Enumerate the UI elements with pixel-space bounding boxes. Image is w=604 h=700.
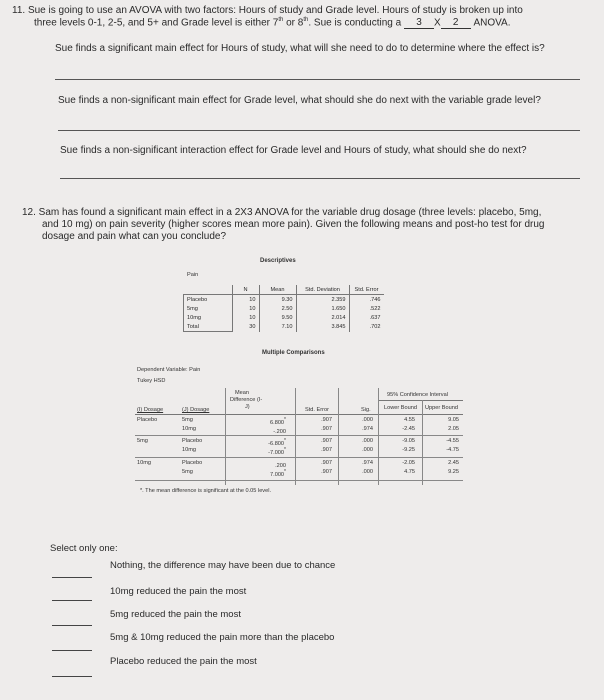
- option-3[interactable]: 5mg reduced the pain the most: [110, 609, 241, 620]
- cell-value: Placebo: [137, 417, 158, 423]
- comparison-cell-sig: [341, 447, 373, 453]
- cell-value: -2.05: [402, 460, 415, 466]
- cell-value: 6.800: [270, 419, 285, 426]
- cell-value: 10mg: [137, 460, 151, 466]
- cell-value: .907: [321, 469, 332, 475]
- lower-bound-header: Lower Bound: [384, 405, 417, 411]
- q11-sub2: Sue finds a non-significant main effect for Grade level, what should she do next with the variable grade level?: [58, 95, 541, 106]
- comparison-cell-ub: [425, 417, 459, 423]
- col-divider: [422, 400, 423, 485]
- mean-diff-header-3: J): [245, 404, 250, 410]
- option-1[interactable]: Nothing, the difference may have been due to chance: [110, 560, 336, 571]
- anova-blank-2[interactable]: 2: [441, 17, 471, 29]
- desc-cell: .522: [349, 304, 384, 313]
- anova-blank-1[interactable]: 3: [404, 17, 434, 29]
- cell-value: 10mg: [182, 426, 196, 432]
- comparison-cell-ub: [425, 460, 459, 466]
- comparison-cell-se: [298, 417, 332, 423]
- desc-cell: Total: [184, 322, 233, 332]
- comparison-cell-sig: [341, 469, 373, 475]
- cell-value: 4.55: [404, 417, 415, 423]
- desc-cell: 1.650: [296, 304, 349, 313]
- upper-bound-header: Upper Bound: [425, 405, 458, 411]
- comparison-cell-j: [182, 447, 222, 453]
- comparison-cell-sig: [341, 417, 373, 423]
- desc-h1: N: [232, 285, 259, 295]
- comparison-cell-lb: [381, 417, 415, 423]
- comparison-cell-md: [230, 438, 286, 447]
- desc-cell: .746: [349, 295, 384, 305]
- test-name: Tukey HSD: [137, 378, 166, 384]
- cell-value: .000: [362, 469, 373, 475]
- cell-value: 9.25: [448, 469, 459, 475]
- comparison-cell-se: [298, 469, 332, 475]
- option-2[interactable]: 10mg reduced the pain the most: [110, 586, 247, 597]
- desc-cell: Placebo: [184, 295, 233, 305]
- descriptives-var: Pain: [187, 272, 199, 278]
- q11-sub3: Sue finds a non-significant interaction effect for Grade level and Hours of study, what should she do next?: [60, 145, 527, 156]
- col-divider: [295, 388, 296, 485]
- comparison-cell-ub: [425, 469, 459, 475]
- table-row: [184, 304, 384, 313]
- col-divider: [338, 388, 339, 485]
- comparison-cell-md: [230, 469, 286, 478]
- cell-value: 5mg: [182, 417, 193, 423]
- table-row: [184, 313, 384, 322]
- significance-star: *: [284, 447, 286, 453]
- desc-cell: 9.30: [259, 295, 296, 305]
- mean-diff-header-2: Difference (I-: [230, 397, 263, 403]
- comparison-cell-lb: [381, 438, 415, 444]
- q11-text-b: or 8: [283, 17, 304, 29]
- j-dosage-header: (J) Dosage: [182, 407, 210, 413]
- cell-value: .000: [362, 438, 373, 444]
- cell-value: -7.000: [268, 449, 285, 456]
- q11-text-a: three levels 0-1, 2-5, and 5+ and Grade level is either 7: [34, 17, 279, 29]
- q12-line2: and 10 mg) on pain severity (higher scores mean more pain). Given the following means and post-ho test for drug: [42, 219, 545, 230]
- cell-value: -4.75: [446, 447, 459, 453]
- cell-value: 7.000: [270, 471, 285, 478]
- q11-text-d: ANOVA.: [473, 17, 511, 29]
- comparison-cell-se: [298, 426, 332, 432]
- cell-value: .907: [321, 438, 332, 444]
- comparison-cell-lb: [381, 460, 415, 466]
- col-divider: [378, 388, 379, 485]
- col-divider: [225, 388, 226, 485]
- cell-value: .974: [362, 460, 373, 466]
- cell-value: -6.800: [268, 440, 285, 447]
- comparison-cell-se: [298, 438, 332, 444]
- i-dosage-header: (I) Dosage: [137, 407, 164, 413]
- cell-value: -4.55: [446, 438, 459, 444]
- cell-value: Placebo: [182, 438, 203, 444]
- comparison-cell-lb: [381, 426, 415, 432]
- comparison-cell-md: [230, 417, 286, 426]
- cell-value: .907: [321, 426, 332, 432]
- cell-value: -.200: [273, 428, 286, 435]
- desc-h4: Std. Error: [349, 285, 384, 295]
- desc-cell: 2.50: [259, 304, 296, 313]
- desc-cell: 10: [232, 313, 259, 322]
- cell-value: 4.75: [404, 469, 415, 475]
- q11-line2: [34, 17, 510, 29]
- multiple-comparisons-title: Multiple Comparisons: [262, 350, 325, 356]
- comparison-cell-md: [230, 426, 286, 435]
- sig-header: Sig.: [361, 407, 371, 413]
- desc-h0: [184, 285, 233, 295]
- desc-cell: 3.845: [296, 322, 349, 332]
- comparison-cell-sig: [341, 426, 373, 432]
- cell-value: 10mg: [182, 447, 196, 453]
- multiple-comparisons-table: [135, 388, 463, 485]
- option-5[interactable]: Placebo reduced the pain the most: [110, 656, 257, 667]
- answer-line-3[interactable]: [60, 178, 580, 179]
- sup-th-2: th: [303, 17, 309, 23]
- select-label: Select only one:: [50, 543, 118, 554]
- header-divider: [135, 414, 463, 415]
- table-row: [184, 322, 384, 332]
- answer-blank-2[interactable]: [52, 600, 92, 601]
- desc-cell: 2.014: [296, 313, 349, 322]
- comparison-cell-md: [230, 447, 286, 456]
- std-error-header: Std. Error: [305, 407, 329, 413]
- answer-line-2[interactable]: [58, 130, 580, 131]
- sup-th-1: th: [278, 17, 284, 23]
- significance-star: *: [284, 417, 286, 423]
- comparison-cell-j: [182, 438, 222, 444]
- comparison-cell-ub: [425, 438, 459, 444]
- cell-value: .907: [321, 417, 332, 423]
- desc-cell: .637: [349, 313, 384, 322]
- significance-star: *: [284, 438, 286, 444]
- cell-value: .907: [321, 460, 332, 466]
- descriptives-header-row: [184, 285, 384, 295]
- cell-value: 5mg: [137, 438, 148, 444]
- comparison-cell-ub: [425, 426, 459, 432]
- group-divider: [135, 457, 463, 458]
- desc-cell: 2.359: [296, 295, 349, 305]
- cell-value: .200: [275, 462, 286, 469]
- dependent-variable: Dependent Variable: Pain: [137, 367, 201, 373]
- descriptives-table: [183, 285, 384, 332]
- cell-value: .000: [362, 447, 373, 453]
- desc-cell: 5mg: [184, 304, 233, 313]
- cell-value: 2.05: [448, 426, 459, 432]
- desc-cell: 10: [232, 304, 259, 313]
- comparison-cell-lb: [381, 447, 415, 453]
- comparison-cell-se: [298, 460, 332, 466]
- desc-cell: 9.50: [259, 313, 296, 322]
- desc-cell: 10: [232, 295, 259, 305]
- cell-value: 5mg: [182, 469, 193, 475]
- answer-blank-5[interactable]: [52, 676, 92, 677]
- desc-h3: Std. Deviation: [296, 285, 349, 295]
- comparison-cell-j: [182, 417, 222, 423]
- cell-value: -9.25: [402, 447, 415, 453]
- comparison-cell-ub: [425, 447, 459, 453]
- ci-divider: [378, 400, 463, 401]
- cell-value: Placebo: [182, 460, 203, 466]
- comparison-cell-j: [182, 469, 222, 475]
- anova-x: X: [433, 17, 441, 29]
- comparison-cell-sig: [341, 460, 373, 466]
- desc-cell: 7.10: [259, 322, 296, 332]
- answer-blank-1[interactable]: [52, 577, 92, 578]
- desc-h2: Mean: [259, 285, 296, 295]
- cell-value: -2.45: [402, 426, 415, 432]
- q11-text-c: . Sue is conducting a: [308, 17, 404, 29]
- cell-value: -9.05: [402, 438, 415, 444]
- desc-cell: 10mg: [184, 313, 233, 322]
- answer-blank-3[interactable]: [52, 625, 92, 626]
- answer-line-1[interactable]: [55, 79, 580, 80]
- cell-value: .974: [362, 426, 373, 432]
- significance-star: *: [284, 469, 286, 475]
- comparison-cell-i: [137, 460, 177, 466]
- table-row: [184, 295, 384, 305]
- comparison-cell-md: [230, 460, 286, 469]
- group-divider: [135, 480, 463, 481]
- mean-diff-header-1: Mean: [235, 390, 249, 396]
- comparison-cell-j: [182, 426, 222, 432]
- group-divider: [135, 435, 463, 436]
- q12-line1: 12. Sam has found a significant main effect in a 2X3 ANOVA for the variable drug dosage (three levels: placebo, 5mg,: [22, 207, 542, 218]
- cell-value: 9.05: [448, 417, 459, 423]
- q12-line3: dosage and pain what can you conclude?: [42, 231, 227, 242]
- answer-blank-4[interactable]: [52, 650, 92, 651]
- ci-header: 95% Confidence Interval: [387, 392, 448, 398]
- comparison-cell-se: [298, 447, 332, 453]
- comparison-cell-i: [137, 417, 177, 423]
- q11-sub1: Sue finds a significant main effect for Hours of study, what will she need to do to determine where the effect is?: [55, 43, 545, 54]
- cell-value: .907: [321, 447, 332, 453]
- q11-line1: 11. Sue is going to use an AVOVA with two factors: Hours of study and Grade level. Hours of study is broken up into: [12, 5, 523, 16]
- cell-value: .000: [362, 417, 373, 423]
- desc-cell: .702: [349, 322, 384, 332]
- cell-value: 2.45: [448, 460, 459, 466]
- descriptives-title: Descriptives: [260, 258, 296, 264]
- significance-footnote: *. The mean difference is significant at the 0.05 level.: [140, 488, 272, 494]
- comparison-cell-i: [137, 438, 177, 444]
- comparison-cell-lb: [381, 469, 415, 475]
- desc-cell: 30: [232, 322, 259, 332]
- comparison-cell-sig: [341, 438, 373, 444]
- comparison-cell-j: [182, 460, 222, 466]
- option-4[interactable]: 5mg & 10mg reduced the pain more than the placebo: [110, 632, 335, 643]
